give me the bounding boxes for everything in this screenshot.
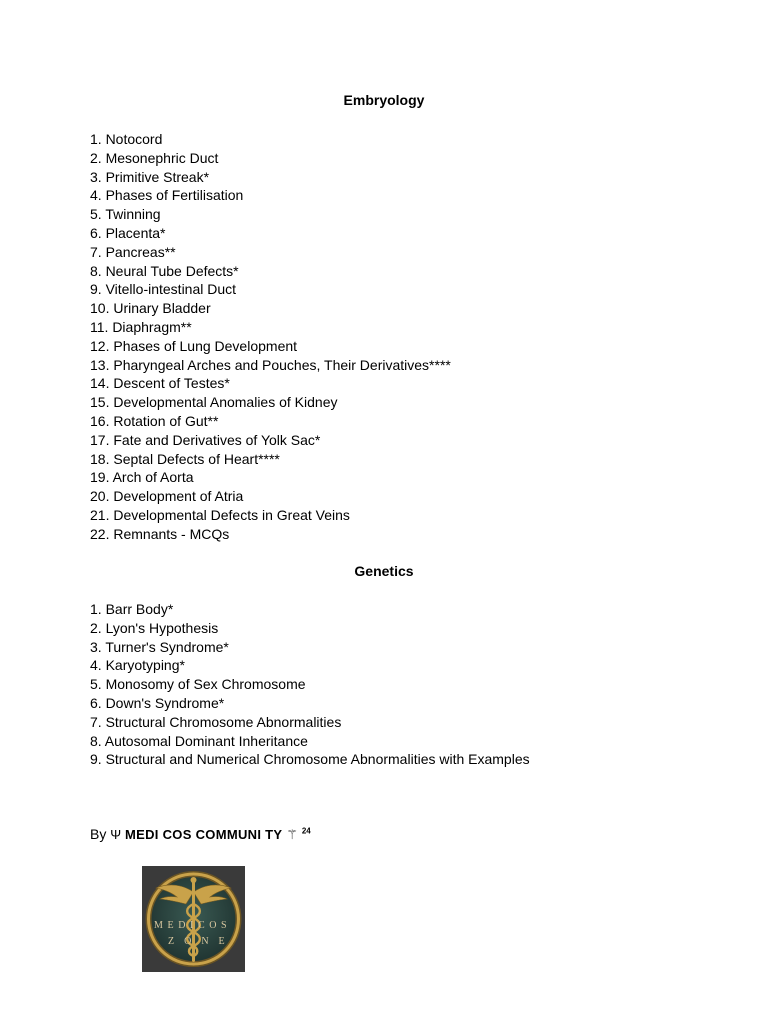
list-item: 17. Fate and Derivatives of Yolk Sac*	[90, 431, 321, 448]
byline	[90, 826, 311, 843]
list-item: 8. Autosomal Dominant Inheritance	[90, 732, 308, 749]
caduceus-icon: ⚚	[286, 827, 298, 842]
list-item: 2. Lyon's Hypothesis	[90, 619, 219, 636]
list-item: 6. Placenta*	[90, 224, 166, 241]
list-item: 1. Barr Body*	[90, 601, 174, 617]
list-item: 7. Pancreas**	[90, 243, 176, 260]
psi-icon: Ψ	[110, 827, 122, 842]
list-item: 4. Karyotyping*	[90, 657, 185, 674]
genetics-list	[90, 600, 530, 769]
list-item: 20. Development of Atria	[90, 488, 244, 505]
list-item: 6. Down's Syndrome*	[90, 694, 225, 711]
genetics-title: Genetics	[354, 563, 414, 579]
list-item: 15. Developmental Anomalies of Kidney	[90, 394, 338, 411]
list-item: 7. Structural Chromosome Abnormalities	[90, 713, 342, 730]
list-item: 4. Phases of Fertilisation	[90, 187, 244, 204]
embryology-list	[90, 130, 451, 544]
list-item: 16. Rotation of Gut**	[90, 412, 219, 429]
list-item: 8. Neural Tube Defects*	[90, 262, 239, 279]
byline-prefix: By	[90, 826, 107, 842]
list-item: 5. Monosomy of Sex Chromosome	[90, 676, 306, 693]
list-item: 10. Urinary Bladder	[90, 300, 211, 317]
list-item: 18. Septal Defects of Heart****	[90, 450, 280, 467]
list-item: 19. Arch of Aorta	[90, 469, 194, 486]
list-item: 5. Twinning	[90, 206, 161, 223]
svg-text:MEDICOS: MEDICOS	[154, 920, 232, 931]
embryology-title: Embryology	[343, 92, 425, 108]
logo-emblem	[142, 866, 245, 972]
brand-name: MEDI COS COMMUNI TY	[125, 827, 283, 842]
list-item: 2. Mesonephric Duct	[90, 149, 219, 166]
list-item: 1. Notocord	[90, 131, 163, 147]
list-item: 14. Descent of Testes*	[90, 375, 230, 392]
list-item: 3. Primitive Streak*	[90, 168, 210, 185]
list-item: 11. Diaphragm**	[90, 318, 192, 335]
list-item: 9. Structural and Numerical Chromosome Abnormalities with Examples	[90, 751, 530, 768]
list-item: 13. Pharyngeal Arches and Pouches, Their Derivatives****	[90, 356, 451, 373]
byline-superscript: 24	[301, 826, 311, 836]
list-item: 9. Vitello-intestinal Duct	[90, 281, 237, 298]
list-item: 22. Remnants - MCQs	[90, 525, 230, 542]
svg-text:ZONE: ZONE	[168, 936, 235, 947]
list-item: 21. Developmental Defects in Great Veins	[90, 506, 350, 523]
list-item: 3. Turner's Syndrome*	[90, 638, 229, 655]
medicos-zone-logo	[142, 866, 245, 972]
list-item: 12. Phases of Lung Development	[90, 337, 298, 354]
